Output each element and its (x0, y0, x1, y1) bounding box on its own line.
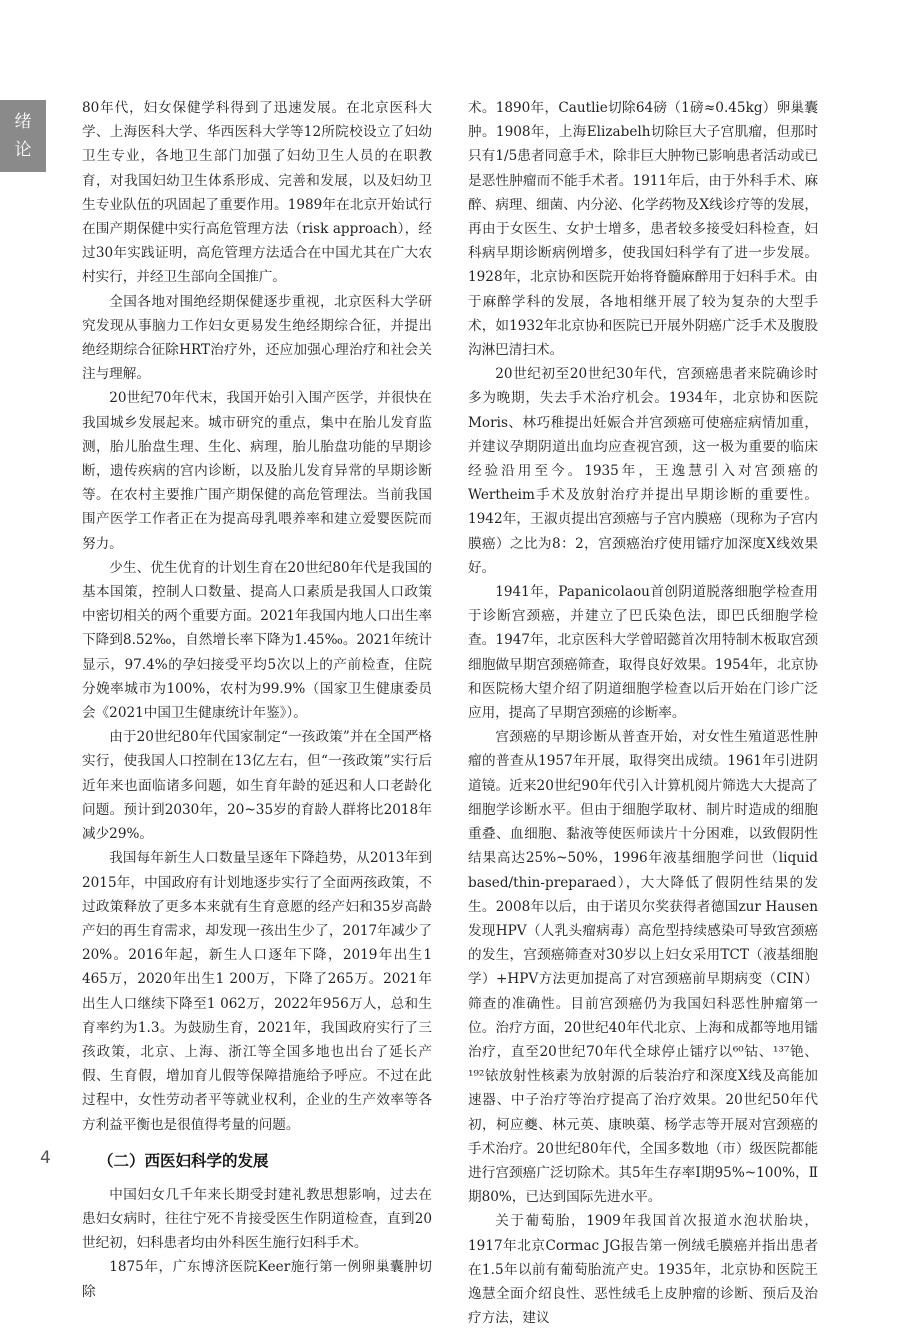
paragraph: 我国每年新生人口数量呈逐年下降趋势，从2013年到2015年，中国政府有计划地逐步实行了全面两孩政策，不过政策释放了更多本来就有生育意愿的经产妇和35岁高龄产妇的再生育需求，却发现一孩出生少了，2017年减少了20%。2016年起，新生人口逐年下降，2019年出生1 465万，2020年出生1 200万，下降了265万。2021年出生人口继续下降至1 062万，2022年956万人，总和生育率约为1.3。为鼓励生育，2021年，我国政府实行了三孩政策，北京、上海、浙江等全国多地也出台了延长产假、生育假，增加育儿假等保障措施给予呼应。不过在此过程中，女性劳动者平等就业权利，企业的生产效率等各方利益平衡也是很值得考量的问题。 (82, 850, 432, 1133)
paragraph: 1941年，Papanicolaou首创阴道脱落细胞学检查用于诊断宫颈癌，并建立了巴氏染色法，即巴氏细胞学检查。1947年，北京医科大学曾昭懿首次用特制木板取宫颈细胞做早期宫颈癌筛查，取得良好效果。1954年，北京协和医院杨大望介绍了阴道细胞学检查以后开始在门诊广泛应用，提高了早期宫颈癌的诊断率。 (468, 584, 818, 722)
side-tab-char-1: 绪 (14, 112, 32, 132)
paragraph: 80年代，妇女保健学科得到了迅速发展。在北京医科大学、上海医科大学、华西医科大学等12所院校设立了妇幼卫生专业，各地卫生部门加强了妇幼卫生人员的在职教育，对我国妇幼卫生体系形成、完善和发展，以及妇幼卫生专业队伍的巩固起了重要作用。1989年在北京开始试行在围产期保健中实行高危管理方法（risk approach），经过30年实践证明，高危管理方法适合在中国尤其在广大农村实行，并经卫生部向全国推广。 (82, 100, 432, 286)
right-column (468, 96, 818, 1330)
left-column (82, 96, 432, 1304)
page-number: 4 (40, 1148, 51, 1168)
paragraph: 关于葡萄胎，1909年我国首次报道水泡状胎块，1917年北京Cormac JG报告第一例绒毛膜癌并指出患者在1.5年以前有葡萄胎流产史。1935年，北京协和医院王逸慧全面介绍良性、恶性绒毛上皮肿瘤的诊断、预后及治疗方法，建议 (468, 1213, 818, 1327)
paragraph: 少生、优生优育的计划生育在20世纪80年代是我国的基本国策，控制人口数量、提高人口素质是我国人口政策中密切相关的两个重要方面。2021年我国内地人口出生率下降到8.52‰，自然增长率下降为1.45‰。2021年统计显示，97.4%的孕妇接受平均5次以上的产前检查，住院分娩率城市为100%，农村为99.9%（国家卫生健康委员会《2021中国卫生健康统计年鉴》）。 (82, 559, 432, 722)
chapter-side-tab (0, 100, 46, 172)
paragraph: 20世纪初至20世纪30年代，宫颈癌患者来院确诊时多为晚期，失去手术治疗机会。1934年，北京协和医院Moris、林巧稚提出妊娠合并宫颈癌可使癌症病情加重，并建议孕期阴道出血均应查视宫颈，这一极为重要的临床经验沿用至今。1935年，王逸慧引入对宫颈癌的Wertheim手术及放射治疗并提出早期诊断的重要性。1942年，王淑贞提出宫颈癌与子宫内膜癌（现称为子宫内膜癌）之比为8：2，宫颈癌治疗使用镭疗加深度X线效果好。 (468, 366, 818, 576)
paragraph: 宫颈癌的早期诊断从普查开始，对女性生殖道恶性肿瘤的普查从1957年开展，取得突出成绩。1961年引进阴道镜。近来20世纪90年代引入计算机阅片筛选大大提高了细胞学诊断水平。但由于细胞学取材、制片时造成的细胞重叠、血细胞、黏液等使医师读片十分困难，以致假阴性结果高达25%~50%，1996年液基细胞学问世（liquid based/thin-preparaed），大大降低了假阴性结果的发生。2008年以后，由于诺贝尔奖获得者德国zur Hausen发现HPV（人乳头瘤病毒）高危型持续感染可导致宫颈癌的发生，宫颈癌筛查对30岁以上妇女采用TCT（液基细胞学）+HPV方法更加提高了对宫颈癌前早期病变（CIN）筛查的准确性。目前宫颈癌仍为我国妇科恶性肿瘤第一位。治疗方面，20世纪40年代北京、上海和成都等地用镭治疗，直至20世纪70年代全球停止镭疗以⁶⁰钴、¹³⁷铯、¹⁹²铱放射性核素为放射源的后装治疗和深度X线及高能加速器、中子治疗等治疗提高了治疗效果。20世纪50年代初，柯应夔、林元英、康映蕖、杨学志等开展对宫颈癌的手术治疗。20世纪80年代，全国多数地（市）级医院都能进行宫颈癌广泛切除术。其5年生存率Ⅰ期95%~100%，Ⅱ期80%，已达到国际先进水平。 (468, 729, 818, 1206)
paragraph: 中国妇女几千年来长期受封建礼教思想影响，过去在患妇女病时，往往宁死不肯接受医生作阴道检查，直到20世纪初，妇科患者均由外科医生施行妇科手术。 (82, 1186, 432, 1252)
section-heading: （二）西医妇科学的发展 (98, 1151, 269, 1170)
paragraph: 全国各地对围绝经期保健逐步重视，北京医科大学研究发现从事脑力工作妇女更易发生绝经期综合征，并提出绝经期综合征除HRT治疗外，还应加强心理治疗和社会关注与理解。 (82, 293, 432, 383)
paragraph: 由于20世纪80年代国家制定“一孩政策”并在全国严格实行，使我国人口控制在13亿左右，但“一孩政策”实行后近年来也面临诸多问题，如生育年龄的延迟和人口老龄化问题。预计到2030年，20~35岁的育龄人群将比2018年减少29%。 (82, 729, 432, 843)
paragraph: 1875年，广东博济医院Keer施行第一例卵巢囊肿切除 (82, 1259, 432, 1300)
side-tab-char-2: 论 (14, 140, 32, 160)
paragraph: 术。1890年，Cautlie切除64磅（1磅≈0.45kg）卵巢囊肿。1908年，上海Elizabelh切除巨大子宫肌瘤，但那时只有1/5患者同意手术，除非巨大肿物已影响患者活动或已是恶性肿瘤而不能手术者。1911年后，由于外科手术、麻醉、病理、细菌、内分泌、化学药物及X线诊疗等的发展，再由于女医生、女护士增多，患者较多接受妇科检查，妇科病早期诊断病例增多，使我国妇科学有了进一步发展。1928年，北京协和医院开始将脊髓麻醉用于妇科手术。由于麻醉学科的发展，各地相继开展了较为复杂的大型手术，如1932年北京协和医院已开展外阴癌广泛手术及腹股沟淋巴清扫术。 (468, 100, 818, 359)
paragraph: 20世纪70年代末，我国开始引入围产医学，并很快在我国城乡发展起来。城市研究的重点，集中在胎儿发育监测，胎儿胎盘生理、生化、病理，胎儿胎盘功能的早期诊断，遗传疾病的宫内诊断，以及胎儿发育异常的早期诊断等。在农村主要推广围产期保健的高危管理法。当前我国围产医学工作者正在为提高母乳喂养率和建立爱婴医院而努力。 (82, 390, 432, 552)
